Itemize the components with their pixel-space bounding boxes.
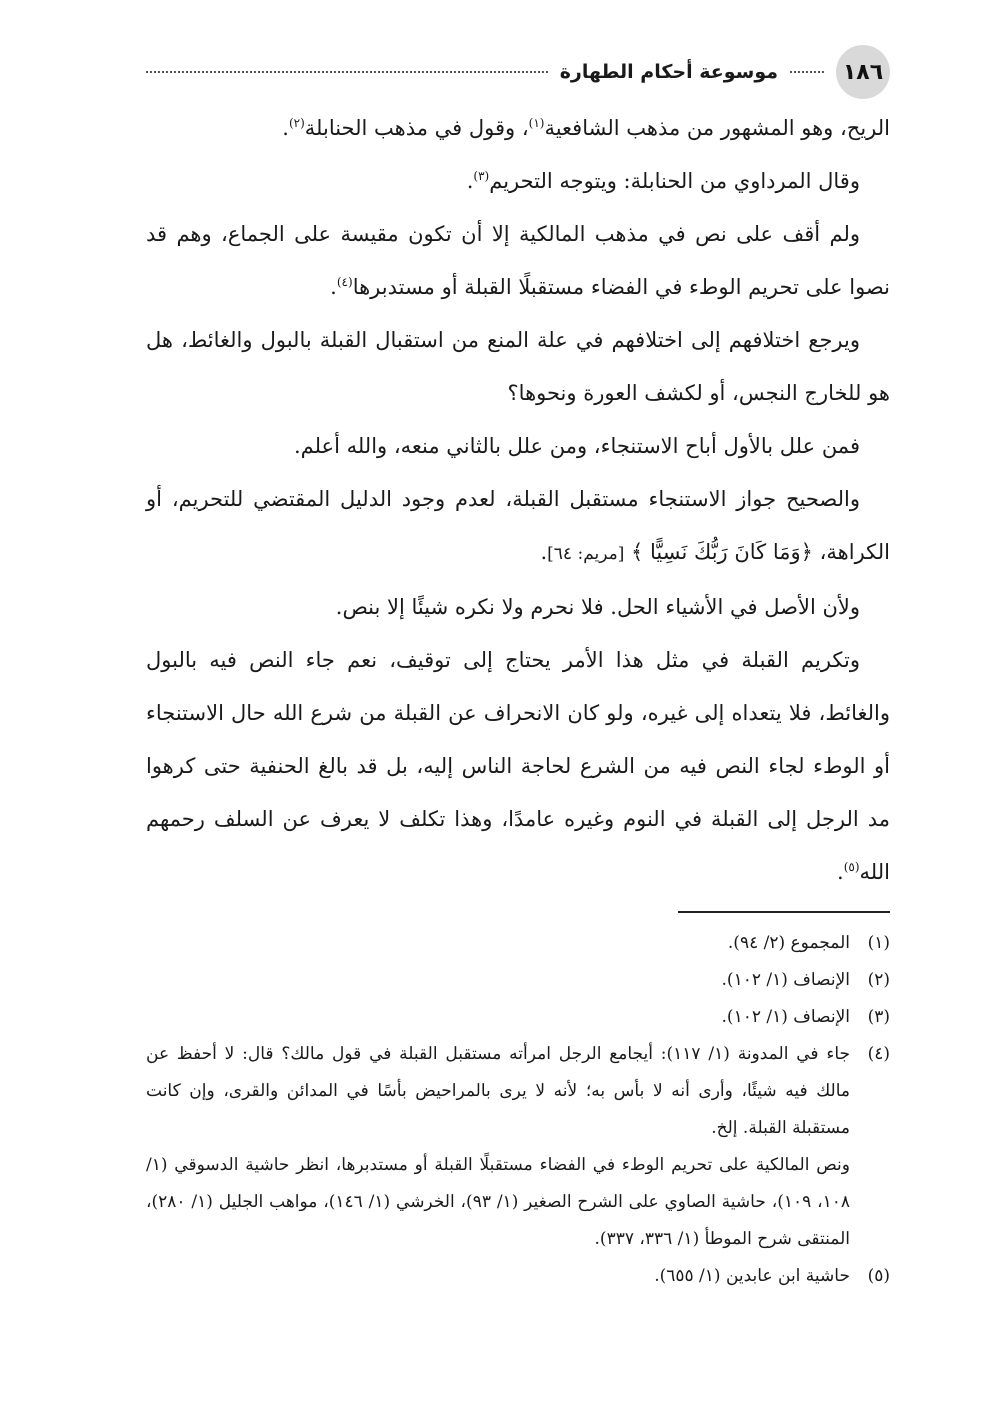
paragraph-1-text-b: ، وقول في مذهب الحنابلة bbox=[304, 116, 529, 140]
footnote-4 bbox=[146, 1036, 890, 1147]
paragraph-2 bbox=[146, 155, 890, 208]
paragraph-3-text: ولم أقف على نص في مذهب المالكية إلا أن تكون مقيسة على الجماع، وهم قد نصوا على تحريم الوطء في الفضاء مستقبلًا القبلة أو مستدبرها bbox=[146, 222, 890, 299]
paragraph-4: ويرجع اختلافهم إلى اختلافهم في علة المنع من استقبال القبلة بالبول والغائط، هل هو للخارج النجس، أو لكشف العورة ونحوها؟ bbox=[146, 328, 890, 405]
footnotes bbox=[146, 925, 890, 1295]
quran-verse: ﴿وَمَا كَانَ رَبُّكَ نَسِيًّا ﴾ bbox=[624, 540, 820, 564]
quran-reference: [مريم: ٦٤] bbox=[547, 544, 625, 564]
paragraph-2-end: . bbox=[466, 169, 474, 193]
paragraph-1-end: . bbox=[282, 116, 289, 140]
footnote-number: (٥) bbox=[867, 1266, 890, 1286]
paragraph-7: ولأن الأصل في الأشياء الحل. فلا نحرم ولا نكره شيئًا إلا بنص. bbox=[335, 595, 860, 619]
page-number-badge: ١٨٦ bbox=[836, 45, 890, 99]
footnote-text: جاء في المدونة (١/ ١١٧): أيجامع الرجل امرأته مستقبل القبلة في قول مالك؟ قال: لا أحفظ عن مالك فيه شيئًا، وأرى أنه لا بأس به؛ لأنه لا يرى بالمراحيض بأسًا في المدائن والقرى، وإن كانت مستقبلة القبلة. إلخ. bbox=[146, 1044, 851, 1138]
paragraph-8-text: وتكريم القبلة في مثل هذا الأمر يحتاج إلى توقيف، نعم جاء النص فيه بالبول والغائط، فلا يتعداه إلى غيره، ولو كان الانحراف عن القبلة من شرع الله حال الاستنجاء أو الوطء لجاء النص فيه من الشرع لحاجة الناس إليه، بل قد بالغ الحنفية حتى كرهوا مد الرجل إلى القبلة في النوم وغيره عامدًا، وهذا تكلف لا يعرف عن السلف رحمهم الله bbox=[146, 648, 890, 884]
paragraph-6 bbox=[146, 473, 890, 581]
paragraph-3 bbox=[146, 208, 890, 314]
footnote-number: (١) bbox=[867, 933, 890, 953]
paragraph-5: فمن علل بالأول أباح الاستنجاء، ومن علل بالثاني منعه، والله أعلم. bbox=[293, 434, 860, 458]
footnote-ref-3[interactable]: (٣) bbox=[473, 169, 490, 183]
paragraph-8-end: . bbox=[837, 860, 844, 884]
footnote-text: الإنصاف (١/ ١٠٢). bbox=[721, 970, 850, 990]
footnote-number: (٢) bbox=[867, 970, 890, 990]
header-dotted-leader-long bbox=[146, 71, 548, 73]
paragraph-8 bbox=[146, 634, 890, 899]
paragraph-1-text-a: الريح، وهو المشهور من مذهب الشافعية bbox=[544, 116, 890, 140]
footnote-text: الإنصاف (١/ ١٠٢). bbox=[721, 1007, 850, 1027]
paragraph-6-text: والصحيح جواز الاستنجاء مستقبل القبلة، لعدم وجود الدليل المقتضي للتحريم، أو الكراهة، bbox=[146, 487, 890, 564]
book-page bbox=[146, 44, 890, 1295]
footnote-text: حاشية ابن عابدين (١/ ٦٥٥). bbox=[654, 1266, 850, 1286]
footnote-2 bbox=[146, 962, 890, 999]
footnote-5 bbox=[146, 1258, 890, 1295]
footnote-separator bbox=[678, 911, 890, 913]
footnote-ref-1[interactable]: (١) bbox=[528, 116, 545, 130]
paragraph-2-text: وقال المرداوي من الحنابلة: ويتوجه التحريم bbox=[489, 169, 860, 193]
paragraph-1 bbox=[146, 102, 890, 155]
footnote-4-continuation: ونص المالكية على تحريم الوطء في الفضاء مستقبلًا القبلة أو مستدبرها، انظر حاشية الدسوقي (١/ ١٠٨، ١٠٩)، حاشية الصاوي على الشرح الصغير (١/ ٩٣)، الخرشي (١/ ١٤٦)، مواهب الجليل (١/ ٢٨٠)، المنتقى شرح الموطأ (١/ ٣٣٦، ٣٣٧). bbox=[146, 1155, 851, 1249]
main-text bbox=[146, 102, 890, 899]
footnote-number: (٤) bbox=[867, 1044, 890, 1064]
paragraph-6-end: . bbox=[540, 540, 548, 564]
running-title: موسوعة أحكام الطهارة bbox=[559, 61, 778, 83]
page-header bbox=[146, 44, 890, 100]
footnote-3 bbox=[146, 999, 890, 1036]
paragraph-3-end: . bbox=[330, 275, 337, 299]
footnote-ref-2[interactable]: (٢) bbox=[288, 116, 305, 130]
header-dotted-leader-short bbox=[790, 71, 824, 73]
footnote-1 bbox=[146, 925, 890, 962]
footnote-ref-4[interactable]: (٤) bbox=[336, 275, 353, 289]
footnote-text: المجموع (٢/ ٩٤). bbox=[727, 933, 850, 953]
footnote-number: (٣) bbox=[867, 1007, 890, 1027]
footnote-ref-5[interactable]: (٥) bbox=[843, 860, 860, 874]
